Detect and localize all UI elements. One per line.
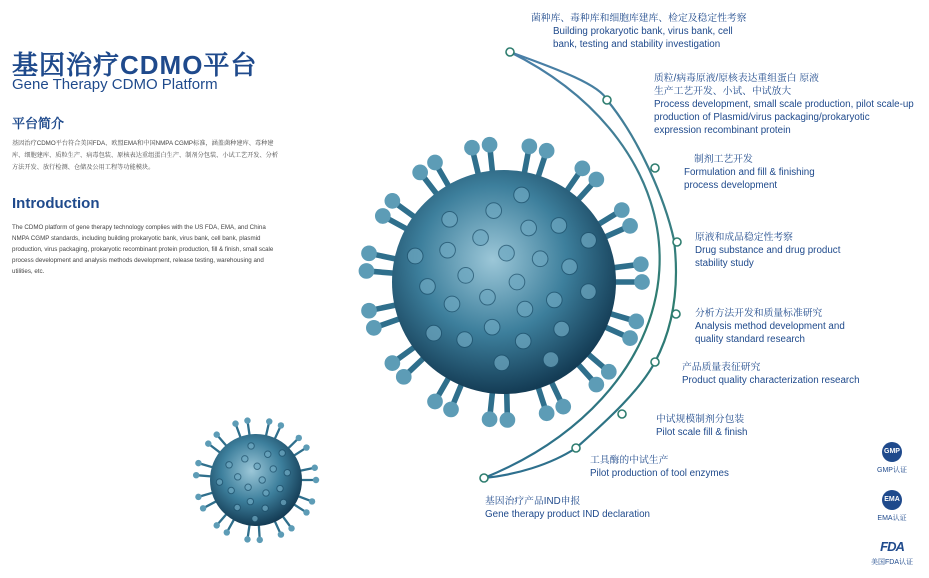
virus-spike-tip <box>278 422 284 428</box>
virus-spike-tip <box>443 402 459 418</box>
virus-spike-tip <box>195 460 201 466</box>
virus-surface-bump <box>494 355 510 371</box>
step-label-cn: 基因治疗产品IND申报 <box>485 496 581 507</box>
virus-surface-bump <box>407 248 423 264</box>
cert-label: GMP认证 <box>877 467 907 474</box>
virus-surface-bump <box>515 333 531 349</box>
virus-spike-tip <box>375 208 391 224</box>
virus-spike-tip <box>601 364 617 380</box>
virus-spike-tip <box>359 263 375 279</box>
page-title-en: Gene Therapy CDMO Platform <box>12 76 218 93</box>
virus-surface-bump <box>277 485 283 491</box>
intro-heading-en: Introduction <box>12 195 100 212</box>
virus-surface-bump <box>262 505 268 511</box>
virus-surface-bump <box>280 499 286 505</box>
virus-spike-tip <box>539 143 555 159</box>
timeline-step-6 <box>682 361 882 387</box>
virus-surface-bump <box>562 259 578 275</box>
virus-surface-bump <box>554 321 570 337</box>
virus-surface-bump <box>259 477 265 483</box>
step-label-en: Analysis method development and quality standard research <box>695 321 845 345</box>
step-label-cn: 分析方法开发和质量标准研究 <box>695 308 823 319</box>
virus-spike-tip <box>312 465 318 471</box>
small-virus-illustration <box>193 417 319 543</box>
virus-spike-tip <box>296 435 302 441</box>
virus-spike-tip <box>574 161 590 177</box>
step-label-cn: 质粒/病毒原液/原核表达重组蛋白 原液生产工艺开发、小试、中试放大 <box>654 73 819 97</box>
timeline-dot <box>673 238 681 246</box>
virus-spike-tip <box>200 505 206 511</box>
timeline-step-9 <box>485 495 685 521</box>
virus-surface-bump <box>514 187 530 203</box>
step-label-cn: 菌种库、毒种库和细胞库建库、检定及稳定性考察 <box>531 13 747 24</box>
timeline-step-5 <box>695 307 855 346</box>
virus-spike-tip <box>614 202 630 218</box>
virus-spike-tip <box>205 440 211 446</box>
virus-surface-bump <box>532 251 548 267</box>
virus-spike-tip <box>622 330 638 346</box>
virus-surface-bump <box>245 484 251 490</box>
virus-spike-tip <box>539 405 555 421</box>
step-label-en: Process development, small scale production, pilot scale-up production of Plasmid/virus packaging/prokaryotic expression recombinant protein <box>654 99 914 136</box>
fda-certification <box>866 540 918 567</box>
gmp-certification <box>866 442 918 475</box>
virus-spike-tip <box>482 137 498 153</box>
virus-spike-tip <box>500 412 516 428</box>
intro-heading-cn: 平台简介 <box>12 116 65 131</box>
cert-label: 美国FDA认证 <box>871 559 913 566</box>
virus-spike-tip <box>622 218 638 234</box>
virus-surface-bump <box>499 245 515 261</box>
virus-spike-tip <box>464 140 480 156</box>
virus-spike-tip <box>213 431 219 437</box>
timeline-step-3 <box>684 153 834 192</box>
timeline-dot <box>480 474 488 482</box>
step-label-cn: 制剂工艺开发 <box>694 154 753 165</box>
virus-surface-bump <box>263 490 269 496</box>
intro-body-cn: 基因治疗CDMO平台符合美国FDA、欧盟EMA和中国NMPA CGMP标准，涵盖菌种建库、毒种建库、细胞建库、质粒生产、病毒包装、原核表达重组蛋白生产、制剂分包装、小试工艺开发、分析方法开发、放行检测、仓储及公用工程等功能模块。 <box>12 140 279 171</box>
virus-spike-tip <box>366 320 382 336</box>
virus-surface-bump <box>551 218 567 234</box>
virus-spike-tip <box>385 193 401 209</box>
virus-spike-tip <box>634 274 650 290</box>
virus-surface-bump <box>546 292 562 308</box>
virus-spike-tip <box>396 369 412 385</box>
step-label-en: Product quality characterization research <box>682 375 860 386</box>
step-label-en: Drug substance and drug product stability study <box>695 245 841 269</box>
virus-spike-tip <box>244 417 250 423</box>
virus-spike-tip <box>427 394 443 410</box>
virus-surface-bump <box>226 462 232 468</box>
timeline-step-4 <box>695 231 855 270</box>
virus-surface-bump <box>420 279 436 295</box>
virus-spike-tip <box>224 529 230 535</box>
virus-surface-bump <box>265 451 271 457</box>
virus-surface-bump <box>216 479 222 485</box>
virus-surface-bump <box>440 242 456 258</box>
virus-surface-bump <box>242 456 248 462</box>
step-label-cn: 工具酶的中试生产 <box>590 455 669 466</box>
step-label-cn: 中试规模制剂分包装 <box>656 414 745 425</box>
large-virus-illustration <box>359 137 650 428</box>
ema-certification <box>866 490 918 523</box>
virus-spike-tip <box>244 536 250 542</box>
virus-spike-tip <box>633 256 649 272</box>
virus-spike-tip <box>482 411 498 427</box>
step-label-en: Building prokaryotic bank, virus bank, cell bank, testing and stability investigation <box>553 26 733 50</box>
virus-spike-tip <box>385 355 401 371</box>
timeline-dot <box>603 96 611 104</box>
virus-surface-bump <box>457 332 473 348</box>
virus-spike-tip <box>266 418 272 424</box>
step-label-cn: 产品质量表征研究 <box>682 362 761 373</box>
virus-spike-tip <box>628 314 644 330</box>
virus-surface-bump <box>279 450 285 456</box>
virus-spike-tip <box>589 377 605 393</box>
page-title-cn: 基因治疗CDMO平台 <box>12 50 258 80</box>
intro-body-en: The CDMO platform of gene therapy technology complies with the US FDA, EMA, and China NMPA CGMP standards, including building prokaryotic bank, virus bank, cell bank, plasmid production, virus packaging, prokaryotic recombinant protein production, fill & finish, small scale process development and analysis methods development, release testing, warehousing and utilities, etc. <box>12 224 274 275</box>
virus-surface-bump <box>252 515 258 521</box>
virus-surface-bump <box>484 319 500 335</box>
step-label-cn: 原液和成品稳定性考察 <box>695 232 793 243</box>
virus-surface-bump <box>480 289 496 305</box>
timeline-step-8 <box>590 454 770 480</box>
virus-surface-bump <box>247 498 253 504</box>
virus-spike-tip <box>427 155 443 171</box>
virus-body <box>210 434 302 526</box>
timeline-step-7 <box>656 413 816 439</box>
virus-spike-tip <box>309 498 315 504</box>
virus-surface-bump <box>543 352 559 368</box>
timeline-dot <box>618 410 626 418</box>
timeline-dot <box>572 444 580 452</box>
virus-spike-tip <box>257 537 263 543</box>
virus-spike-tip <box>361 303 377 319</box>
virus-spike-tip <box>361 245 377 261</box>
step-label-en: Gene therapy product IND declaration <box>485 509 651 520</box>
timeline-dot <box>651 358 659 366</box>
gmp-badge-icon: GMP <box>882 442 902 462</box>
step-label-en: Pilot production of tool enzymes <box>590 468 729 479</box>
step-label-en: Pilot scale fill & finish <box>656 427 748 438</box>
virus-spike-tip <box>412 165 428 181</box>
timeline-step-2 <box>654 72 914 137</box>
virus-surface-bump <box>444 296 460 312</box>
ema-badge-icon: EMA <box>882 490 902 510</box>
virus-spike-tip <box>278 531 284 537</box>
virus-surface-bump <box>581 284 597 300</box>
virus-surface-bump <box>473 230 489 246</box>
virus-surface-bump <box>486 203 502 219</box>
virus-surface-bump <box>270 466 276 472</box>
virus-surface-bump <box>228 487 234 493</box>
virus-spike-tip <box>193 472 199 478</box>
virus-spike-tip <box>313 477 319 483</box>
virus-surface-bump <box>248 443 254 449</box>
virus-spike-tip <box>213 522 219 528</box>
virus-surface-bump <box>442 212 458 228</box>
timeline-step-1 <box>531 12 771 51</box>
virus-spike-tip <box>555 399 571 415</box>
timeline-dot <box>506 48 514 56</box>
virus-surface-bump <box>426 325 442 341</box>
virus-spike-tip <box>522 139 538 155</box>
virus-spike-tip <box>303 444 309 450</box>
timeline-dot <box>651 164 659 172</box>
step-label-en: Formulation and fill & finishing process development <box>684 167 815 191</box>
virus-surface-bump <box>458 268 474 284</box>
virus-surface-bump <box>521 220 537 236</box>
virus-spike-tip <box>589 172 605 188</box>
virus-spike-tip <box>288 525 294 531</box>
virus-surface-bump <box>234 504 240 510</box>
virus-surface-bump <box>284 469 290 475</box>
cert-label: EMA认证 <box>877 515 907 522</box>
virus-surface-bump <box>509 274 525 290</box>
virus-surface-bump <box>254 463 260 469</box>
timeline-dot <box>672 310 680 318</box>
virus-spike-tip <box>232 420 238 426</box>
virus-spike-tip <box>303 509 309 515</box>
virus-surface-bump <box>581 232 597 248</box>
fda-logo-icon: FDA <box>880 539 904 554</box>
virus-spike-tip <box>195 494 201 500</box>
virus-surface-bump <box>235 474 241 480</box>
virus-surface-bump <box>517 301 533 317</box>
